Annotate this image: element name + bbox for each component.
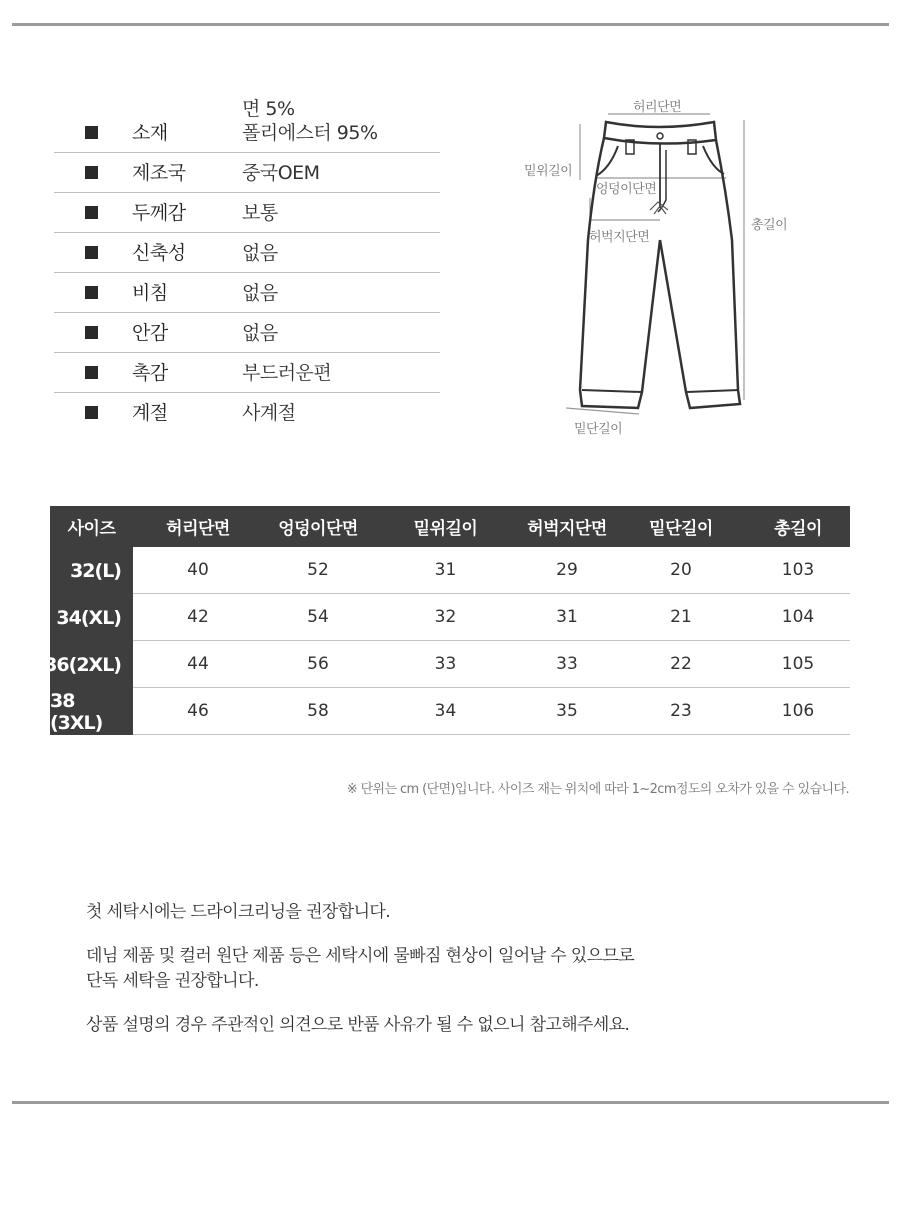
rise-label: 밑위길이 — [524, 164, 573, 179]
care-instructions — [86, 900, 726, 1057]
header-cell: 엉덩이단면 — [278, 519, 358, 539]
spec-row-thickness — [54, 193, 440, 233]
material-spec-list — [54, 92, 440, 432]
spec-value: 없음 — [242, 322, 278, 344]
waist-label: 허리단면 — [633, 100, 682, 115]
table-cell: 20 — [670, 560, 692, 580]
table-cell: 42 — [187, 607, 209, 627]
spec-value: 중국OEM — [242, 162, 320, 184]
spec-label: 계절 — [132, 402, 168, 424]
spec-value: 사계절 — [242, 402, 296, 424]
row-values — [133, 547, 850, 594]
bottom-divider — [12, 1101, 889, 1104]
header-cell: 총길이 — [774, 519, 822, 539]
table-cell: 40 — [187, 560, 209, 580]
spec-row-lining — [54, 313, 440, 353]
spec-value: 보통 — [242, 202, 278, 224]
square-bullet-icon — [85, 206, 98, 219]
header-cell: 허벅지단면 — [527, 519, 607, 539]
table-row — [44, 641, 850, 688]
square-bullet-icon — [85, 166, 98, 179]
row-values — [133, 594, 850, 641]
table-cell: 56 — [307, 654, 329, 674]
spec-row-touch — [54, 353, 440, 393]
header-cell: 밑단길이 — [649, 519, 713, 539]
spec-value — [242, 97, 378, 145]
square-bullet-icon — [85, 246, 98, 259]
spec-row-sheerness — [54, 273, 440, 313]
spec-value-line: 폴리에스터 95% — [242, 122, 378, 144]
spec-value-line: 면 5% — [242, 98, 295, 120]
pants-illustration — [500, 90, 820, 450]
spec-value: 없음 — [242, 242, 278, 264]
size-table-header — [50, 506, 850, 547]
table-cell: 31 — [434, 560, 457, 580]
table-cell: 29 — [556, 560, 578, 580]
spec-row-material — [54, 92, 440, 153]
table-cell: 21 — [670, 607, 692, 627]
header-cell: 밑위길이 — [413, 519, 478, 539]
care-paragraph — [86, 944, 726, 994]
table-cell: 34 — [434, 701, 457, 721]
table-cell: 33 — [556, 654, 578, 674]
header-cell: 허리단면 — [166, 519, 230, 539]
size-cell: 38 (3XL) — [50, 688, 133, 735]
square-bullet-icon — [85, 126, 98, 139]
care-paragraph: 상품 설명의 경우 주관적인 의견으로 반품 사유가 될 수 없으니 참고해주세요. — [86, 1015, 630, 1035]
table-cell: 54 — [307, 607, 329, 627]
table-cell: 44 — [187, 654, 209, 674]
table-cell: 23 — [670, 701, 692, 721]
hem-label: 밑단길이 — [574, 422, 623, 437]
table-cell: 52 — [307, 560, 329, 580]
size-cell: 32(L) — [50, 547, 133, 594]
table-cell: 58 — [307, 701, 329, 721]
table-cell: 32 — [434, 607, 457, 627]
top-divider — [12, 23, 889, 26]
pants-measurement-diagram — [500, 90, 820, 450]
spec-label: 소재 — [132, 122, 168, 144]
table-cell: 103 — [781, 560, 815, 580]
care-paragraph: 첫 세탁시에는 드라이크리닝을 권장합니다. — [86, 902, 391, 922]
table-cell: 105 — [781, 654, 815, 674]
row-values — [133, 641, 850, 688]
square-bullet-icon — [85, 366, 98, 379]
table-row — [50, 547, 850, 594]
size-table — [44, 506, 850, 735]
hip-label: 엉덩이단면 — [596, 182, 657, 197]
care-line: 단독 세탁을 권장합니다. — [86, 971, 259, 991]
header-cell: 사이즈 — [67, 519, 116, 539]
spec-label: 두께감 — [132, 202, 186, 224]
spec-value: 없음 — [242, 282, 278, 304]
table-cell: 31 — [556, 607, 578, 627]
thigh-label: 허벅지단면 — [589, 230, 650, 245]
table-cell: 46 — [187, 701, 209, 721]
square-bullet-icon — [85, 406, 98, 419]
care-line: 데님 제품 및 컬러 원단 제품 등은 세탁시에 물빠짐 현상이 일어날 수 있으므로 — [86, 946, 635, 966]
table-row — [50, 594, 850, 641]
unit-note: ※ 단위는 cm (단면)입니다. 사이즈 재는 위치에 따라 1~2cm정도의 오차가 있을 수 있습니다. — [346, 782, 849, 797]
spec-value: 부드러운편 — [242, 362, 332, 384]
square-bullet-icon — [85, 326, 98, 339]
table-cell: 104 — [781, 607, 815, 627]
spec-label: 촉감 — [132, 362, 168, 384]
spec-label: 안감 — [132, 322, 168, 344]
spec-row-stretch — [54, 233, 440, 273]
table-cell: 33 — [434, 654, 457, 674]
table-row — [50, 688, 850, 735]
table-cell: 106 — [781, 701, 815, 721]
size-cell: 36(2XL) — [50, 641, 133, 688]
size-cell: 34(XL) — [50, 594, 133, 641]
spec-label: 제조국 — [132, 162, 186, 184]
table-cell: 35 — [556, 701, 578, 721]
total-length-label: 총길이 — [751, 218, 788, 233]
spec-label: 비침 — [132, 282, 168, 304]
row-values — [133, 688, 850, 735]
spec-row-origin — [54, 153, 440, 193]
spec-label: 신축성 — [132, 242, 186, 264]
spec-row-season — [54, 393, 440, 432]
table-cell: 22 — [670, 654, 692, 674]
square-bullet-icon — [85, 286, 98, 299]
